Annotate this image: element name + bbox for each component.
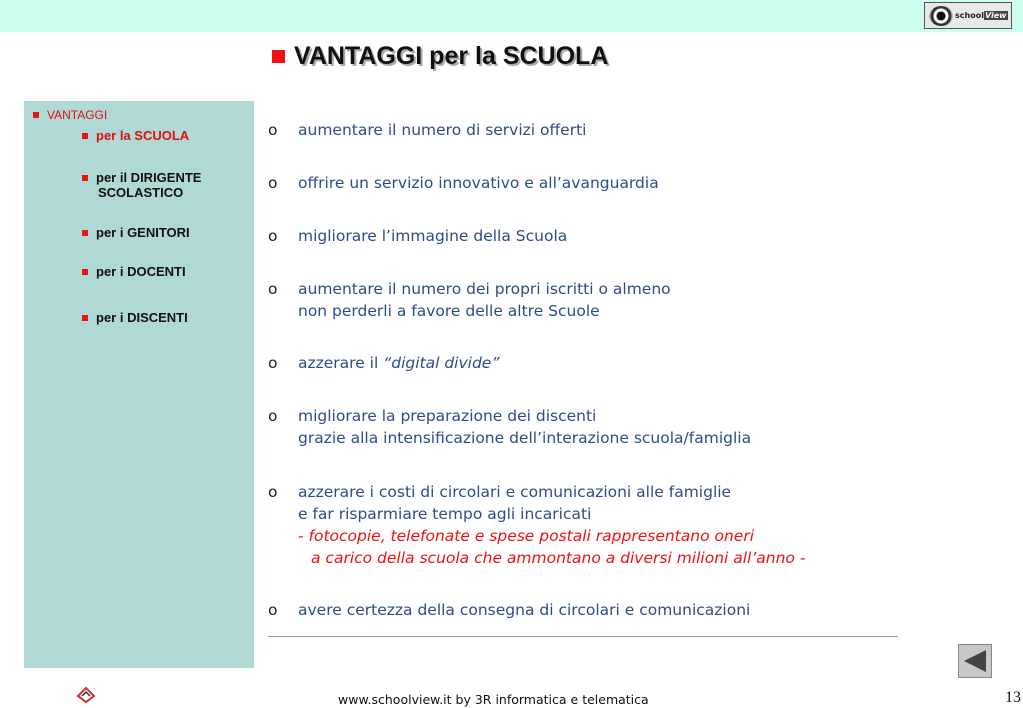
list-item: o aumentare il numero dei propri iscritti o almeno non perderli a favore delle altre Scuole [268, 280, 671, 320]
back-button[interactable] [958, 644, 992, 678]
page-title [272, 42, 608, 71]
title-bullet-icon [272, 50, 285, 63]
bullet-icon [82, 133, 88, 139]
bullet-icon [82, 230, 88, 236]
bullet-marker: o [268, 174, 278, 192]
list-item: o azzerare il “digital divide” [268, 354, 500, 372]
list-item: o azzerare i costi di circolari e comunicazioni alle famiglie e far risparmiare tempo agli incaricati - fotocopie, telefonate e spese postali rappresentano oneri a carico della scuola che ammontano a diversi milioni all’anno - [268, 483, 806, 567]
divider-line [268, 636, 898, 637]
bullet-marker: o [268, 121, 278, 139]
bullet-icon [82, 269, 88, 275]
sidebar-item-dirigente[interactable]: per il DIRIGENTE SCOLASTICO [82, 170, 201, 200]
list-item: o migliorare l’immagine della Scuola [268, 227, 568, 245]
list-item: o avere certezza della consegna di circolari e comunicazioni [268, 601, 751, 619]
bullet-marker: o [268, 354, 278, 372]
eye-icon [929, 6, 953, 26]
page-title-text: VANTAGGI per la SCUOLA [294, 42, 609, 70]
bullet-icon [82, 315, 88, 321]
bullet-marker: o [268, 227, 278, 245]
bullet-marker: o [268, 483, 278, 501]
arrow-left-icon [964, 650, 986, 672]
bullet-icon [82, 175, 88, 181]
3r-logo-icon [76, 686, 96, 704]
sidebar-item-genitori[interactable]: per i GENITORI [82, 225, 190, 241]
bullet-icon [33, 112, 39, 118]
bullet-marker: o [268, 407, 278, 425]
list-item: o offrire un servizio innovativo e all’avanguardia [268, 174, 659, 192]
bullet-marker: o [268, 280, 278, 298]
top-bar [0, 0, 1023, 32]
sidebar-item-scuola[interactable]: per la SCUOLA [82, 128, 189, 144]
schoolview-logo[interactable] [924, 2, 1012, 29]
footer-text: www.schoolview.it by 3R informatica e telematica [338, 692, 649, 707]
sidebar-item-docenti[interactable]: per i DOCENTI [82, 264, 186, 280]
list-item: o migliorare la preparazione dei discenti grazie alla intensificazione dell’interazione scuola/famiglia [268, 407, 752, 447]
sidebar-item-vantaggi[interactable]: VANTAGGI [33, 107, 107, 123]
page-number: 13 [1005, 689, 1021, 706]
logo-text: schoolView [955, 11, 1007, 20]
bullet-marker: o [268, 601, 278, 619]
sidebar-item-discenti[interactable]: per i DISCENTI [82, 310, 188, 326]
list-item: o aumentare il numero di servizi offerti [268, 121, 587, 139]
